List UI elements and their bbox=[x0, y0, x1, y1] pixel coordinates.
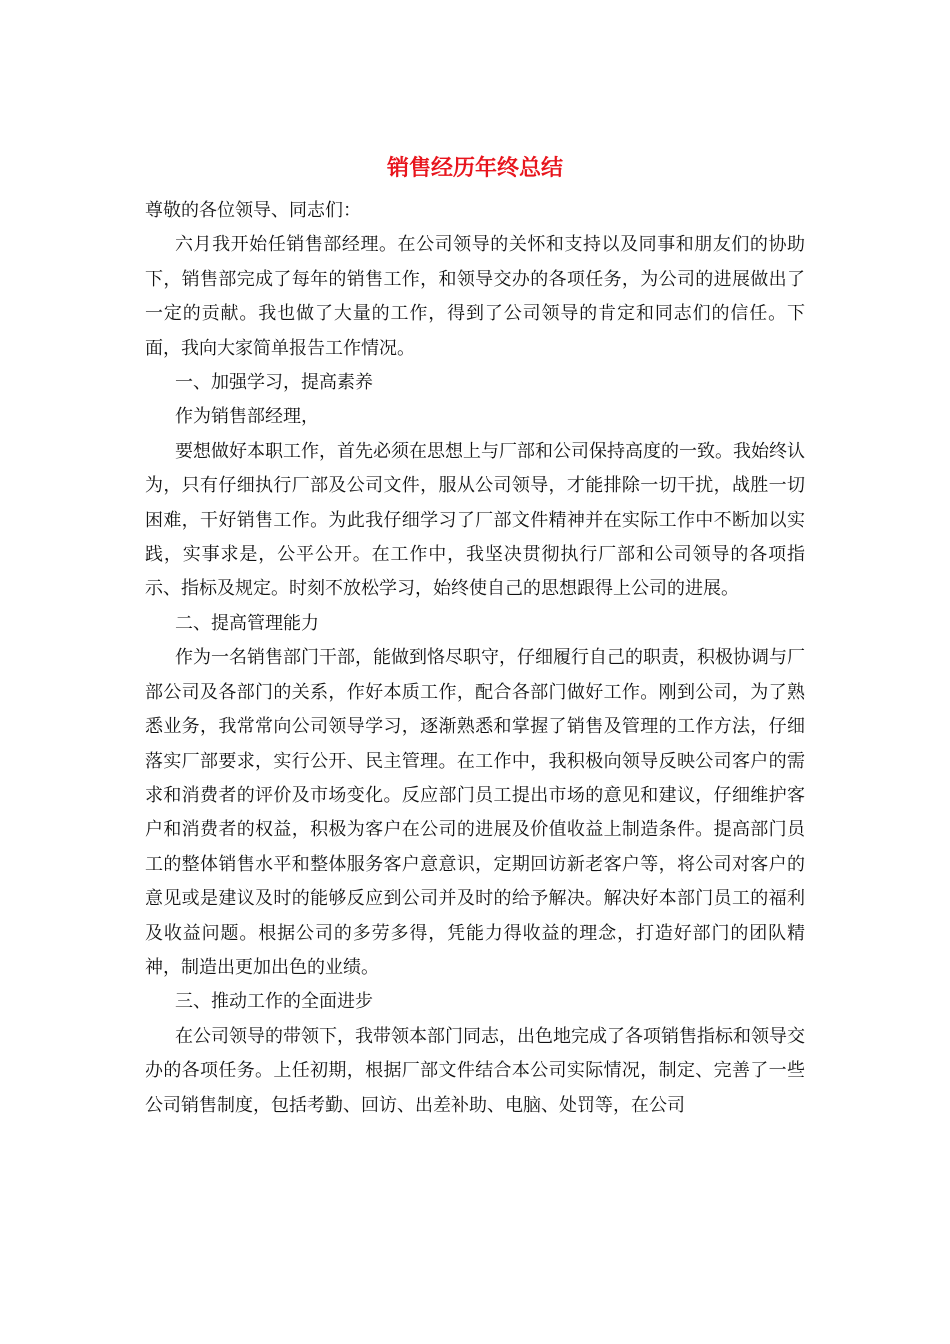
section-heading-1: 一、加强学习，提高素养 bbox=[175, 372, 373, 394]
paragraph-study: 要想做好本职工作，首先必须在思想上与厂部和公司保持高度的一致。我始终认为，只有仔细执行厂部及公司文件，服从公司领导，才能排除一切干扰，战胜一切困难，干好销售工作。为此我仔细学习了厂部文件精神并在实际工作中不断加以实践，实事求是，公平公开。在工作中，我坚决贯彻执行厂部和公司领导的各项指示、指标及规定。时刻不放松学习，始终使自己的思想跟得上公司的进展。 bbox=[145, 440, 805, 600]
document-body bbox=[145, 194, 805, 1123]
section-heading-2: 二、提高管理能力 bbox=[175, 612, 319, 634]
document-title: 销售经历年终总结 bbox=[386, 155, 563, 181]
paragraph-role: 作为销售部经理， bbox=[175, 406, 319, 428]
paragraph-intro: 六月我开始任销售部经理。在公司领导的关怀和支持以及同事和朋友们的协助下，销售部完成了每年的销售工作，和领导交办的各项任务，为公司的进展做出了一定的贡献。我也做了大量的工作，得到了公司领导的肯定和同志们的信任。下面，我向大家简单报告工作情况。 bbox=[145, 234, 805, 359]
paragraph-management: 作为一名销售部门干部，能做到恪尽职守，仔细履行自己的职责，积极协调与厂部公司及各部门的关系，作好本质工作，配合各部门做好工作。刚到公司，为了熟悉业务，我常常向公司领导学习，逐渐熟悉和掌握了销售及管理的工作方法，仔细落实厂部要求，实行公开、民主管理。在工作中，我积极向领导反映公司客户的需求和消费者的评价及市场变化。反应部门员工提出市场的意见和建议，仔细维护客户和消费者的权益，积极为客户在公司的进展及价值收益上制造条件。提高部门员工的整体销售水平和整体服务客户意意识，定期回访新老客户等，将公司对客户的意见或是建议及时的能够反应到公司并及时的给予解决。解决好本部门员工的福利及收益问题。根据公司的多劳多得，凭能力得收益的理念，打造好部门的团队精神，制造出更加出色的业绩。 bbox=[145, 647, 805, 978]
greeting-line: 尊敬的各位领导、同志们： bbox=[145, 200, 361, 221]
paragraph-progress: 在公司领导的带领下，我带领本部门同志，出色地完成了各项销售指标和领导交办的各项任务。上任初期，根据厂部文件结合本公司实际情况，制定、完善了一些公司销售制度，包括考勤、回访、出差补助、电脑、处罚等，在公司 bbox=[145, 1025, 805, 1116]
section-heading-3: 三、推动工作的全面进步 bbox=[175, 991, 373, 1013]
